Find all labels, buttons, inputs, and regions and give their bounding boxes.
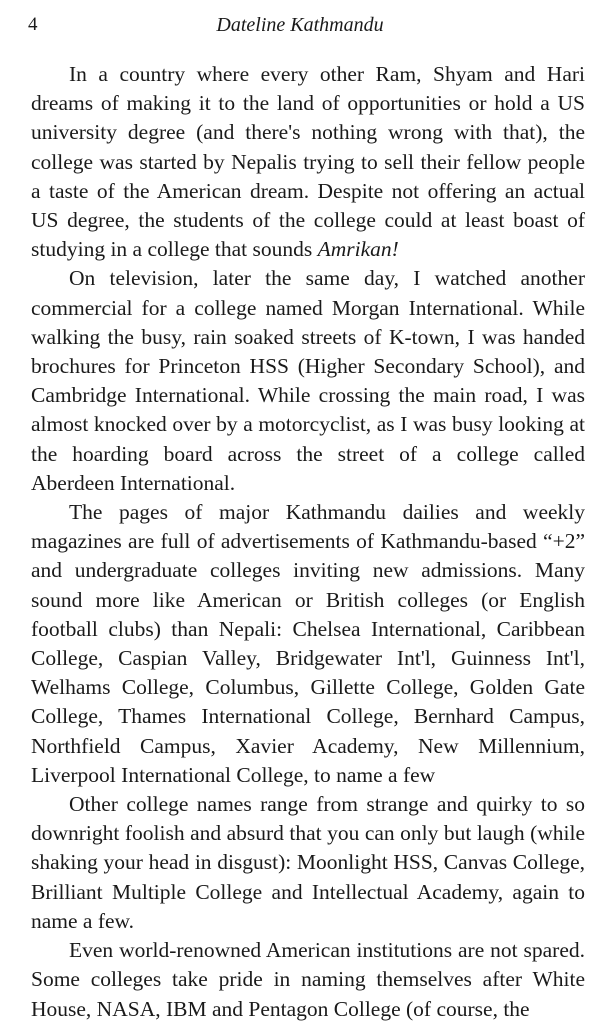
body-text (31, 60, 585, 1024)
running-title: Dateline Kathmandu (216, 14, 384, 36)
page-number: 4 (28, 14, 38, 35)
paragraph: Even world-renowned American institutions are not spared. Some colleges take pride in naming themselves after White House, NASA, IBM and Pentagon College (of course, the (31, 938, 585, 1021)
paragraph: Other college names range from strange and quirky to so downright foolish and absurd that you can only but laugh (while shaking your head in disgust): Moonlight HSS, Canvas College, Brilliant Multiple College and Intellectual Academy, again to name a few. (31, 792, 585, 933)
page-header (28, 14, 572, 42)
paragraph: On television, later the same day, I watched another commercial for a college named Morgan International. While walking the busy, rain soaked streets of K-town, I was handed brochures for Princeton HSS (Higher Secondary School), and Cambridge International. While crossing the main road, I was almost knocked over by a motorcyclist, as I was busy looking at the hoarding board across the street of a college called Aberdeen International. (31, 266, 585, 495)
paragraph: The pages of major Kathmandu dailies and weekly magazines are full of advertisements of Kathmandu-based “+2” and undergraduate colleges inviting new admissions. Many sound more like American or British colleges (or English football clubs) than Nepali: Chelsea International, Caribbean College, Caspian Valley, Bridgewater Int'l, Guinness Int'l, Welhams College, Columbus, Gillette College, Golden Gate College, Thames International College, Bernhard Campus, Northfield Campus, Xavier Academy, New Millennium, Liverpool International College, to name a few (31, 500, 585, 787)
paragraph-text: In a country where every other Ram, Shyam and Hari dreams of making it to the land of opportunities or hold a US university degree (and there's nothing wrong with that), the college was started by Nepalis trying to sell their fellow people a taste of the American dream. Despite not offering an actual US degree, the students of the college could at least boast of studying in a college that sounds (31, 62, 585, 262)
paragraph (31, 60, 585, 264)
emphasized-word: Amrikan! (317, 237, 399, 262)
